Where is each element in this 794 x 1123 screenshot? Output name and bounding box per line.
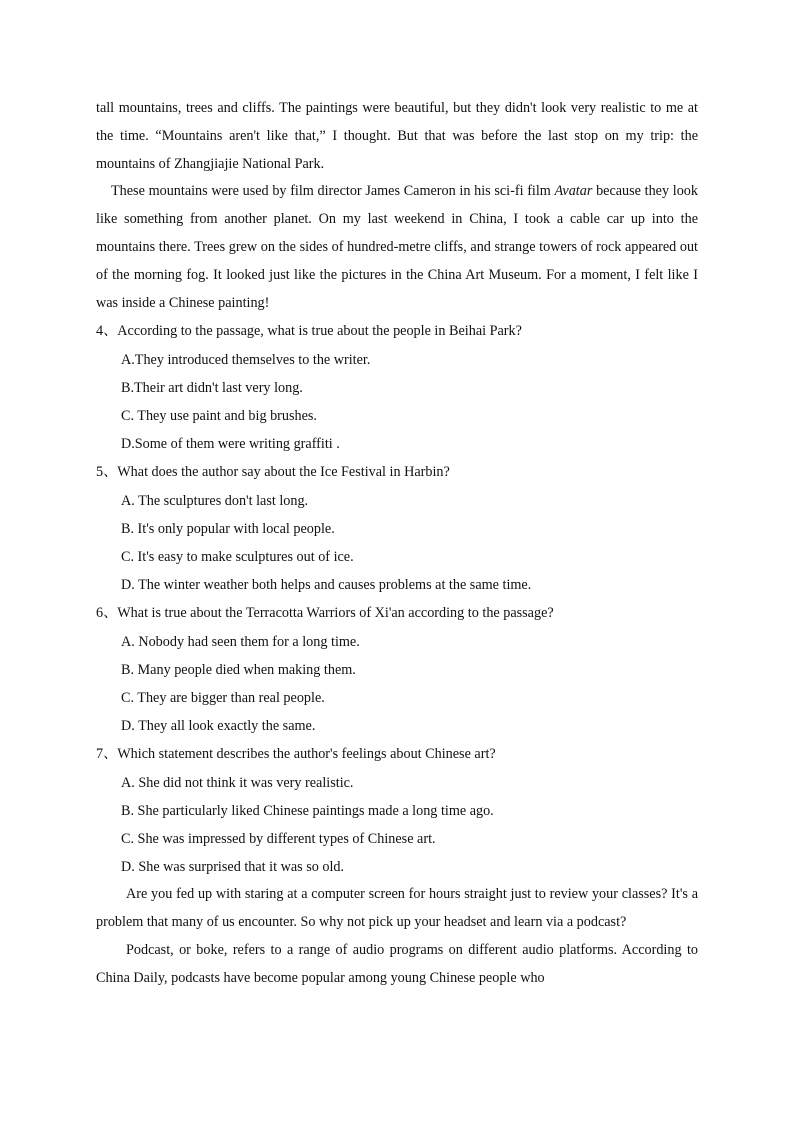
option-c[interactable]: C. They use paint and big brushes. xyxy=(121,407,317,424)
question-stem: 7、Which statement describes the author's feelings about Chinese art? xyxy=(96,746,496,763)
option-a[interactable]: A. The sculptures don't last long. xyxy=(121,492,309,509)
option-b[interactable]: B. Many people died when making them. xyxy=(121,661,356,678)
answer-options xyxy=(96,769,698,882)
passage1-paragraph-1: tall mountains, trees and cliffs. The paintings were beautiful, but they didn't look very realistic to me at the time. “Mountains aren't like that,” I thought. But that was before the last stop on my trip: the mountains of Zhangjiajie National Park. xyxy=(96,100,698,172)
option-b[interactable]: B.Their art didn't last very long. xyxy=(121,379,303,396)
question-4 xyxy=(96,317,698,458)
passage1-paragraph-2 xyxy=(96,178,698,317)
passage2-paragraph-1: Are you fed up with staring at a computer screen for hours straight just to review your classes? It's a problem that many of us encounter. So why not pick up your headset and learn via a podcast? xyxy=(96,886,698,931)
option-b[interactable]: B. She particularly liked Chinese paintings made a long time ago. xyxy=(121,802,494,819)
option-d[interactable]: D. She was surprised that it was so old. xyxy=(121,859,345,876)
option-d[interactable]: D. They all look exactly the same. xyxy=(121,718,316,735)
option-c[interactable]: C. They are bigger than real people. xyxy=(121,690,325,707)
answer-options xyxy=(96,628,698,741)
question-stem: 4、According to the passage, what is true about the people in Beihai Park? xyxy=(96,323,522,340)
question-7 xyxy=(96,740,698,881)
option-a[interactable]: A. Nobody had seen them for a long time. xyxy=(121,633,360,650)
passage1-paragraph-2-text-a: These mountains were used by film director James Cameron in his sci-fi film xyxy=(111,183,555,200)
option-a[interactable]: A.They introduced themselves to the writer. xyxy=(121,351,371,368)
answer-options xyxy=(96,346,698,459)
passage2-paragraph-2: Podcast, or boke, refers to a range of audio programs on different audio platforms. According to China Daily, podcasts have become popular among young Chinese people who xyxy=(96,942,698,986)
question-6 xyxy=(96,599,698,740)
film-title: Avatar xyxy=(554,183,593,200)
passage1-paragraph-2-text-b: because they look like something from another planet. On my last weekend in China, I took a cable car up into the mountains there. Trees grew on the sides of hundred-metre cliffs, and strange towers of rock appeared out of the morning fog. It looked just like the pictures in the China Art Museum. For a moment, I felt like I was inside a Chinese painting! xyxy=(96,183,698,311)
page-content xyxy=(96,95,698,993)
question-stem: 5、What does the author say about the Ice Festival in Harbin? xyxy=(96,464,450,481)
question-stem: 6、What is true about the Terracotta Warriors of Xi'an according to the passage? xyxy=(96,605,554,622)
option-d[interactable]: D.Some of them were writing graffiti . xyxy=(121,436,340,453)
option-d[interactable]: D. The winter weather both helps and causes problems at the same time. xyxy=(121,577,532,594)
answer-options xyxy=(96,487,698,600)
question-5 xyxy=(96,458,698,599)
option-c[interactable]: C. She was impressed by different types of Chinese art. xyxy=(121,831,436,848)
option-c[interactable]: C. It's easy to make sculptures out of ice. xyxy=(121,549,354,565)
option-b[interactable]: B. It's only popular with local people. xyxy=(121,520,335,537)
option-a[interactable]: A. She did not think it was very realistic. xyxy=(121,774,354,791)
